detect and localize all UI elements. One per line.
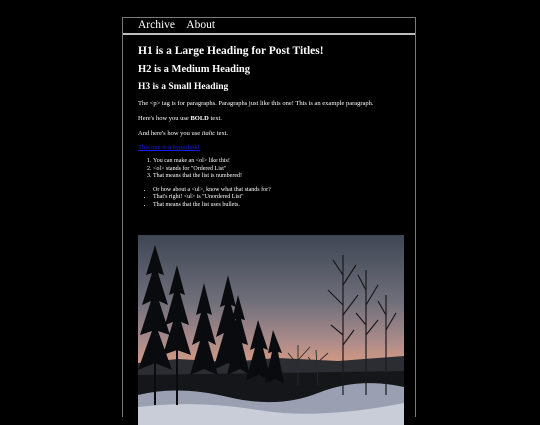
page-frame bbox=[122, 17, 416, 417]
italic-prefix: And here's how you use bbox=[138, 130, 202, 137]
nav-archive-link[interactable]: Archive bbox=[138, 19, 176, 31]
paragraph-italic bbox=[138, 130, 404, 138]
italic-word: italic bbox=[201, 130, 216, 137]
post-content bbox=[138, 44, 404, 210]
example-hyperlink[interactable]: This one is a hyperlink! bbox=[138, 144, 200, 151]
paragraph-p-tag: The <p> tag is for paragraphs. Paragraphs just like this one! This is an example paragraph. bbox=[138, 100, 374, 107]
post-heading-h3: H3 is a Small Heading bbox=[138, 82, 229, 92]
list-item: 1. You can make an <ol> like this! bbox=[153, 158, 404, 166]
post-heading-h2: H2 is a Medium Heading bbox=[138, 64, 251, 75]
top-nav bbox=[138, 19, 224, 31]
paragraph-bold bbox=[138, 115, 404, 123]
nav-about-link[interactable]: About bbox=[186, 19, 216, 31]
bold-word: BOLD bbox=[190, 115, 209, 122]
list-item: 2. <ol> stands for "Ordered List" bbox=[153, 166, 404, 174]
italic-suffix: text. bbox=[215, 130, 229, 137]
list-item: • That means that the list uses bullets. bbox=[153, 202, 404, 210]
list-item: • Or how about a <ul>, know what that stands for? bbox=[153, 187, 404, 195]
ordered-list bbox=[138, 158, 404, 181]
sunset-forest-photo bbox=[138, 235, 404, 425]
nav-divider bbox=[123, 33, 415, 35]
bold-suffix: text. bbox=[208, 115, 222, 122]
unordered-list bbox=[138, 187, 404, 210]
hyperlink-line bbox=[138, 144, 404, 152]
bold-prefix: Here's how you use bbox=[138, 115, 191, 122]
list-item: • That's right! <ul> is "Unordered List" bbox=[153, 194, 404, 202]
list-item: 3. That means that the list is numbered! bbox=[153, 173, 404, 181]
post-heading-h1: H1 is a Large Heading for Post Titles! bbox=[138, 45, 324, 57]
